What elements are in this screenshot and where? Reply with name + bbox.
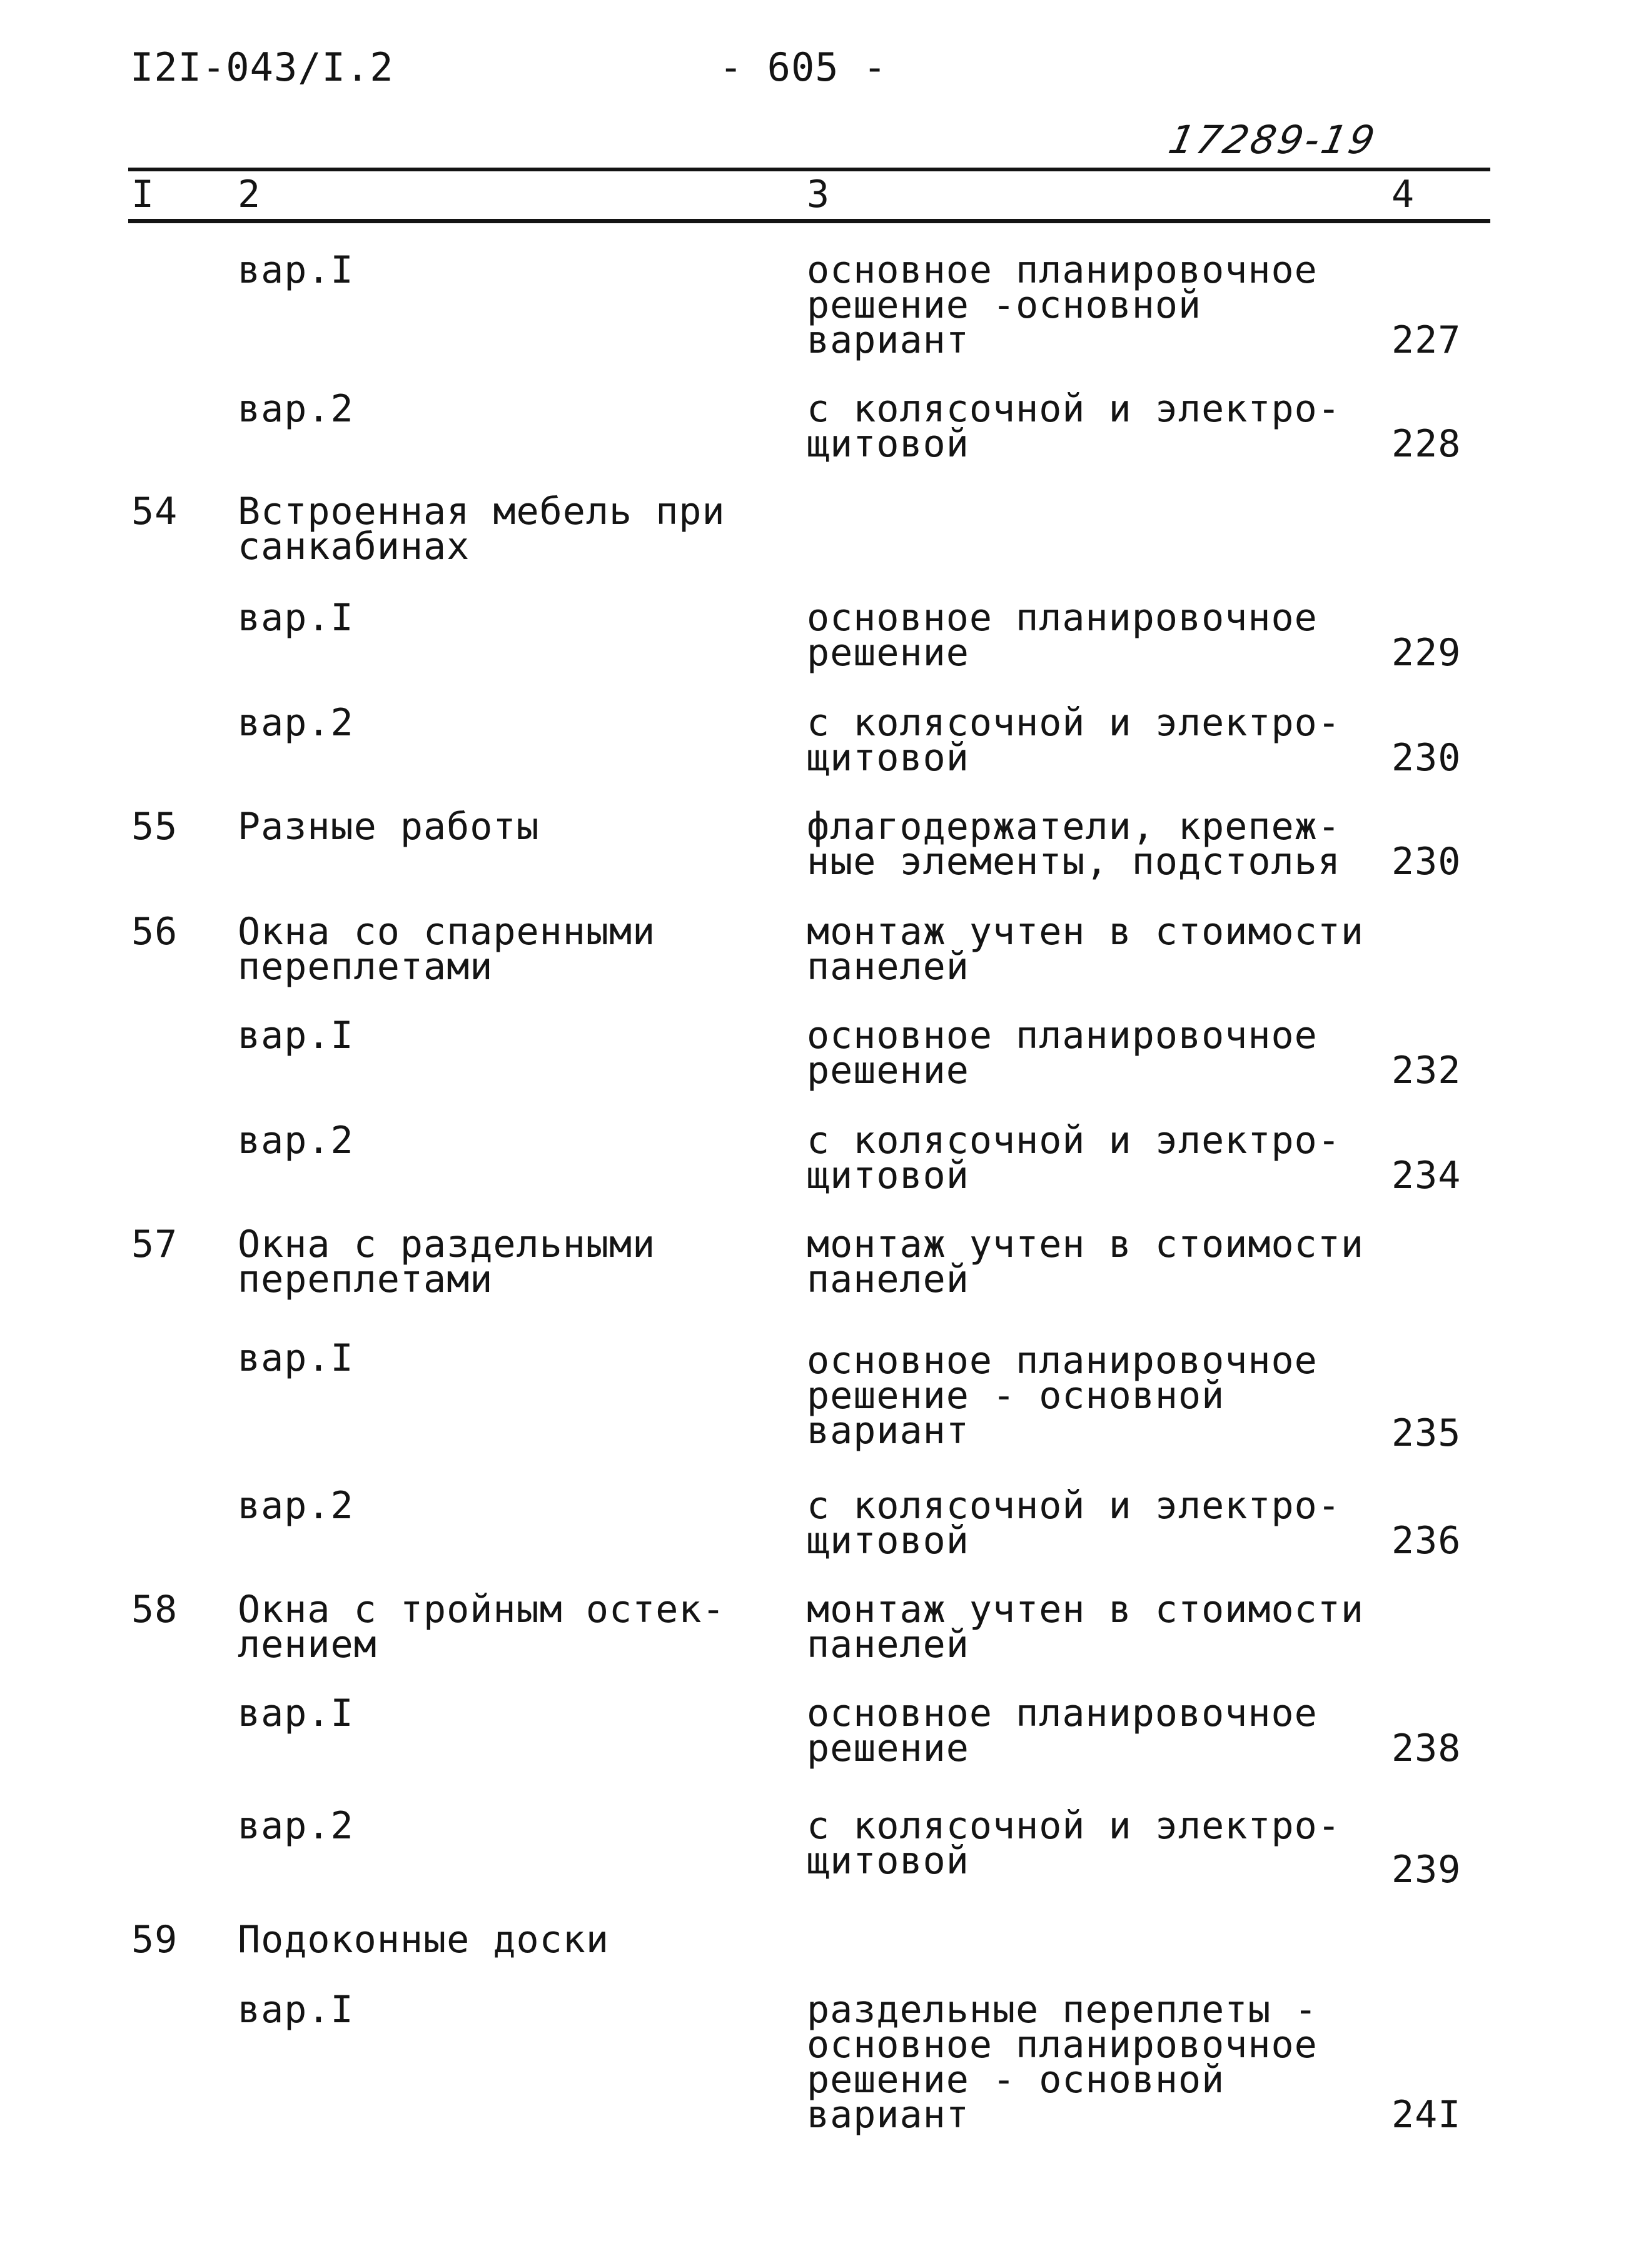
row-page-ref: 230 bbox=[1391, 736, 1462, 780]
row-item-name: Встроенная мебель при санкабинах bbox=[238, 490, 725, 568]
row-page-ref: 229 bbox=[1391, 631, 1462, 675]
row-number: 54 bbox=[131, 490, 178, 533]
row-page-ref: 234 bbox=[1391, 1154, 1462, 1197]
row-variant: вар.I bbox=[238, 1988, 354, 2032]
row-description: монтаж учтен в стоимости панелей bbox=[807, 1222, 1364, 1301]
row-page-ref: 239 bbox=[1391, 1848, 1462, 1892]
row-description: с колясочной и электро- щитовой bbox=[807, 1119, 1341, 1197]
table-header-rule bbox=[128, 219, 1490, 223]
row-description: монтаж учтен в стоимости панелей bbox=[807, 910, 1364, 989]
row-description: основное планировочное решение bbox=[807, 596, 1318, 675]
row-variant: вар.2 bbox=[238, 701, 354, 745]
handwritten-note: 17289-19 bbox=[1164, 117, 1381, 163]
row-description: флагодержатели, крепеж- ные элементы, подстолья bbox=[807, 805, 1341, 884]
row-variant: вар.2 bbox=[238, 1484, 354, 1528]
row-page-ref: 227 bbox=[1391, 318, 1462, 362]
document-code: I2I-043/I.2 bbox=[130, 44, 394, 90]
row-page-ref: 235 bbox=[1391, 1411, 1462, 1455]
row-variant: вар.I bbox=[238, 248, 354, 292]
row-description: раздельные переплеты - основное планировочное решение - основной вариант bbox=[807, 1988, 1318, 2137]
row-variant: вар.2 bbox=[238, 1119, 354, 1162]
row-page-ref: 238 bbox=[1391, 1726, 1462, 1770]
row-description: основное планировочное решение -основной вариант bbox=[807, 248, 1318, 362]
row-variant: вар.I bbox=[238, 1691, 354, 1735]
table-top-rule bbox=[128, 168, 1490, 171]
column-header-4: 4 bbox=[1391, 173, 1415, 216]
row-page-ref: 232 bbox=[1391, 1049, 1462, 1092]
row-description: основное планировочное решение bbox=[807, 1691, 1318, 1770]
row-description: с колясочной и электро- щитовой bbox=[807, 1804, 1341, 1883]
row-item-name: Подоконные доски bbox=[238, 1918, 609, 1962]
row-variant: вар.I bbox=[238, 596, 354, 640]
row-page-ref: 236 bbox=[1391, 1519, 1462, 1563]
row-number: 59 bbox=[131, 1918, 178, 1962]
row-item-name: Окна с тройным остек- лением bbox=[238, 1588, 725, 1666]
row-page-ref: 24I bbox=[1391, 2093, 1462, 2137]
row-description: с колясочной и электро- щитовой bbox=[807, 387, 1341, 466]
row-item-name: Окна со спаренными переплетами bbox=[238, 910, 656, 989]
row-number: 56 bbox=[131, 910, 178, 954]
column-header-1: I bbox=[131, 173, 155, 216]
row-variant: вар.I bbox=[238, 1014, 354, 1057]
row-variant: вар.I bbox=[238, 1336, 354, 1380]
row-description: с колясочной и электро- щитовой bbox=[807, 701, 1341, 780]
row-page-ref: 228 bbox=[1391, 422, 1462, 466]
row-item-name: Окна с раздельными переплетами bbox=[238, 1222, 656, 1301]
row-description: с колясочной и электро- щитовой bbox=[807, 1484, 1341, 1563]
row-description: основное планировочное решение - основной вариант bbox=[807, 1339, 1318, 1453]
row-number: 57 bbox=[131, 1222, 178, 1266]
row-description: монтаж учтен в стоимости панелей bbox=[807, 1588, 1364, 1666]
column-header-3: 3 bbox=[807, 173, 831, 216]
row-description: основное планировочное решение bbox=[807, 1014, 1318, 1092]
row-item-name: Разные работы bbox=[238, 805, 540, 849]
row-variant: вар.2 bbox=[238, 387, 354, 431]
column-header-2: 2 bbox=[238, 173, 261, 216]
row-number: 55 bbox=[131, 805, 178, 849]
page-number: - 605 - bbox=[719, 44, 887, 90]
row-page-ref: 230 bbox=[1391, 840, 1462, 884]
row-number: 58 bbox=[131, 1588, 178, 1631]
row-variant: вар.2 bbox=[238, 1804, 354, 1848]
